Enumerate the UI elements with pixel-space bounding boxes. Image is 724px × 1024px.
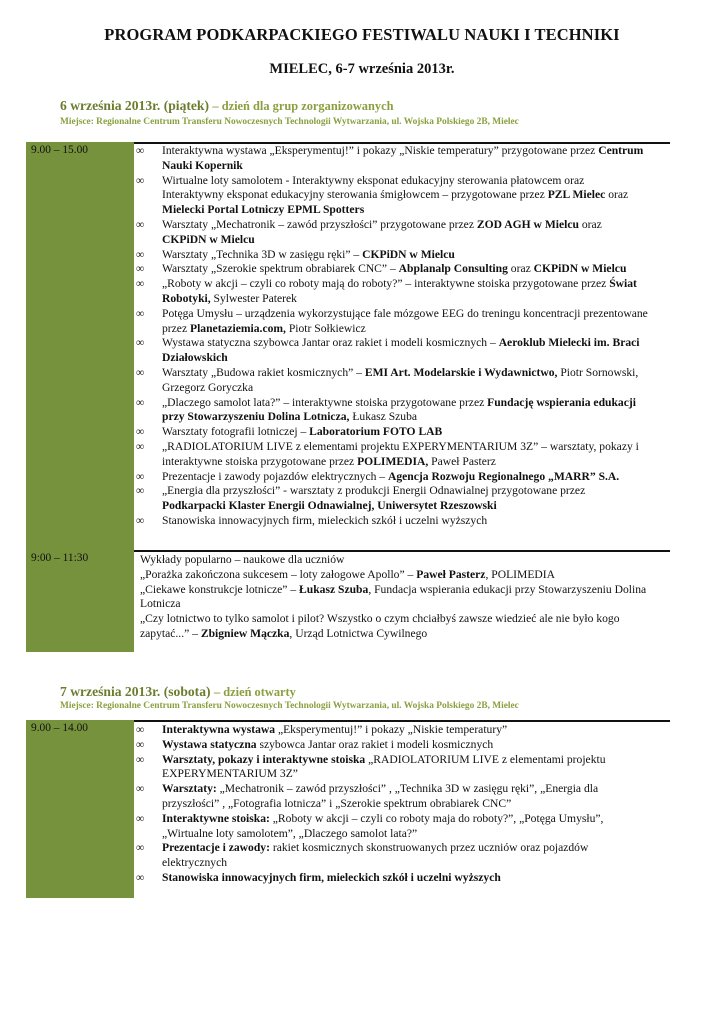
list-item: [136, 262, 648, 277]
text: „Eksperymentuj!” i pokazy „Niskie temperatury”: [275, 723, 508, 736]
page-subtitle: MIELEC, 6-7 września 2013r.: [269, 61, 455, 77]
bold-text: POLIMEDIA,: [357, 454, 429, 468]
lecture-line: [140, 568, 660, 583]
bold-text: Wystawa statyczna: [162, 737, 257, 751]
activity-list: [136, 723, 648, 886]
text: Warsztaty „Technika 3D w zasięgu ręki” –: [162, 247, 363, 261]
lecture-line: [140, 612, 660, 642]
bold-text: Podkarpacki Klaster Energii Odnawialnej, Uniwersytet Rzeszowski: [162, 499, 497, 513]
bold-text: Interaktywne stoiska:: [162, 811, 270, 825]
infinity-bullet-icon: ∞: [136, 782, 145, 796]
list-item: [136, 470, 648, 485]
bold-text: Stanowiska innowacyjnych firm, mieleckich szkół i uczelni wyższych: [162, 870, 501, 884]
list-item: [136, 277, 648, 307]
infinity-bullet-icon: ∞: [136, 513, 145, 527]
text: Warsztaty „Mechatronik – zawód przyszłości” przygotowane przez: [162, 217, 477, 231]
day2-note: – dzień otwarty: [213, 685, 296, 699]
infinity-bullet-icon: ∞: [136, 336, 145, 350]
infinity-bullet-icon: ∞: [136, 425, 145, 439]
bold-text: Zbigniew Mączka: [200, 626, 290, 640]
bold-text: Agencja Rozwoju Regionalnego „MARR” S.A.: [387, 469, 620, 483]
list-item: [136, 366, 648, 396]
bold-text: Fundację wspierania edukacji przy Stowarzyszeniu Dolina Lotnicza,: [162, 395, 636, 424]
session-time: 9.00 – 14.00: [31, 722, 88, 734]
infinity-bullet-icon: ∞: [136, 870, 145, 884]
bold-text: ZOD AGH w Mielcu: [476, 217, 579, 231]
day1-date: 6 września 2013r. (piątek): [60, 98, 210, 113]
bold-text: Prezentacje i zawody:: [162, 841, 270, 855]
text: „RADIOLATORIUM LIVE z elementami projektu EXPERYMENTARIUM 3Z” – warsztaty, pokazy i interaktywne stoiska przygotowane przez: [162, 439, 639, 468]
infinity-bullet-icon: ∞: [136, 247, 145, 261]
bold-text: Planetaziemia.com,: [190, 321, 286, 335]
day1-heading: [60, 98, 393, 114]
infinity-bullet-icon: ∞: [136, 469, 145, 483]
infinity-bullet-icon: ∞: [136, 484, 145, 498]
text: Stanowiska innowacyjnych firm, mieleckich szkół i uczelni wyższych: [162, 513, 488, 527]
text: Potęga Umysłu – urządzenia wykorzystujące fale mózgowe EEG do treningu koncentracji prezentowane przez: [162, 306, 648, 335]
list-item: [136, 218, 648, 248]
text: Warsztaty „Szerokie spektrum obrabiarek CNC” –: [162, 262, 399, 276]
bold-text: Warsztaty:: [162, 782, 217, 796]
infinity-bullet-icon: ∞: [136, 737, 145, 751]
day1-place: Miejsce: Regionalne Centrum Transferu Nowoczesnych Technologii Wytwarzania, ul. Wojska Polskiego 2B, Mielec: [60, 117, 519, 127]
infinity-bullet-icon: ∞: [136, 811, 145, 825]
time-cell: [26, 142, 134, 552]
text: Interaktywna wystawa „Eksperymentuj!” i pokazy „Niskie temperatury” przygotowane przez: [162, 144, 599, 157]
text: Łukasz Szuba: [349, 410, 418, 424]
list-item: [136, 514, 648, 529]
time-cell: [26, 720, 134, 898]
text: oraz: [578, 217, 602, 231]
bold-text: Świat Robotyki,: [162, 277, 637, 305]
session-time: 9.00 – 15.00: [31, 144, 88, 156]
time-cell: [26, 550, 134, 652]
bold-text: Centrum Nauki Kopernik: [162, 144, 644, 172]
bold-text: Paweł Pasterz: [416, 567, 486, 581]
text: szybowca Jantar oraz rakiet i modeli kosmicznych: [256, 737, 494, 751]
bold-text: CKPiDN w Mielcu: [162, 232, 255, 246]
list-item: [136, 841, 648, 871]
bold-text: Łukasz Szuba: [299, 582, 369, 596]
text: Piotr Sornowski, Grzegorz Goryczka: [162, 365, 639, 394]
infinity-bullet-icon: ∞: [136, 262, 145, 276]
text: , Urząd Lotnictwa Cywilnego: [289, 626, 428, 640]
bold-text: Warsztaty, pokazy i interaktywne stoiska: [162, 752, 366, 766]
list-item: [136, 723, 648, 738]
list-item: [136, 307, 648, 337]
list-item: [136, 484, 648, 514]
list-item: [136, 738, 648, 753]
day2-session1: [26, 720, 670, 898]
bold-text: PZL Mielec: [547, 188, 606, 202]
list-item: [136, 753, 648, 783]
day1-note: – dzień dla grup zorganizowanych: [212, 99, 394, 113]
infinity-bullet-icon: ∞: [136, 306, 145, 320]
lecture-list: [140, 553, 660, 642]
day2-date: 7 września 2013r. (sobota): [60, 684, 211, 699]
day2-place: Miejsce: Regionalne Centrum Transferu Nowoczesnych Technologii Wytwarzania, ul. Wojska Polskiego 2B, Mielec: [60, 701, 519, 711]
text: , POLIMEDIA: [485, 567, 556, 581]
infinity-bullet-icon: ∞: [136, 365, 145, 379]
text: Warsztaty „Budowa rakiet kosmicznych” –: [162, 365, 365, 379]
text: „Mechatronik – zawód przyszłości” , „Technika 3D w zasięgu ręki”, „Energia dla przyszłości” , „Fotografia lotnicza” i „Szerokie spektrum obrabiarek CNC”: [162, 782, 599, 810]
infinity-bullet-icon: ∞: [136, 752, 145, 766]
bold-text: CKPiDN w Mielcu: [362, 247, 455, 261]
day1-session1: [26, 142, 670, 552]
bold-text: Laboratorium FOTO LAB: [309, 425, 443, 439]
list-item: [136, 144, 648, 174]
list-item: [136, 782, 648, 812]
activity-list: [136, 144, 648, 529]
bold-text: Abplanalp Consulting: [398, 262, 508, 276]
bold-text: Aeroklub Mielecki im. Braci Działowskich: [162, 336, 640, 365]
text: Sylwester Paterek: [210, 291, 297, 305]
bold-text: EMI Art. Modelarskie i Wydawnictwo,: [364, 365, 558, 379]
list-item: [136, 871, 648, 886]
infinity-bullet-icon: ∞: [136, 439, 145, 453]
list-item: [136, 336, 648, 366]
list-item: [136, 812, 648, 842]
text: Piotr Sołkiewicz: [285, 321, 366, 335]
day1-session2: [26, 550, 670, 652]
list-item: [136, 174, 648, 218]
bold-text: Mielecki Portal Lotniczy EPML Spotters: [162, 203, 365, 217]
bold-text: CKPiDN w Mielcu: [533, 262, 627, 276]
text: „Ciekawe konstrukcje lotnicze” –: [140, 582, 300, 596]
list-item: [136, 248, 648, 263]
lecture-line: [140, 583, 660, 613]
infinity-bullet-icon: ∞: [136, 144, 145, 157]
text: „Roboty w akcji – czyli co roboty mają do roboty?” – interaktywne stoiska przygotowane przez: [162, 277, 610, 291]
session-time: 9:00 – 11:30: [31, 552, 89, 564]
list-item: [136, 425, 648, 440]
text: rakiet kosmicznych skonstruowanych przez uczniów oraz pojazdów elektrycznych: [162, 841, 589, 870]
infinity-bullet-icon: ∞: [136, 841, 145, 855]
infinity-bullet-icon: ∞: [136, 217, 145, 231]
text: „Dlaczego samolot lata?” – interaktywne stoiska przygotowane przez: [162, 395, 488, 409]
infinity-bullet-icon: ∞: [136, 277, 145, 291]
text: „RADIOLATORIUM LIVE z elementami projektu EXPERYMENTARIUM 3Z”: [162, 752, 606, 781]
text: „Porażka zakończona sukcesem – loty załogowe Apollo” –: [140, 567, 417, 581]
text: Paweł Pasterz: [428, 454, 496, 468]
text: , Fundacja wspierania edukacji przy Stowarzyszeniu Dolina Lotnicza: [140, 582, 647, 611]
infinity-bullet-icon: ∞: [136, 723, 145, 736]
text: Wirtualne loty samolotem - Interaktywny eksponat edukacyjny sterowania płatowcem oraz Interaktywny eksponat edukacyjny sterowania śmigłowcem – przygotowane przez: [162, 173, 585, 202]
text: „Czy lotnictwo to tylko samolot i pilot? Wszystko o czym chciałbyś zawsze wiedzieć ale nie było kogo zapytać...” –: [140, 612, 620, 640]
lecture-line: [140, 553, 660, 568]
text: oraz: [605, 188, 629, 202]
bold-text: Interaktywna wystawa: [162, 723, 276, 736]
list-item: [136, 396, 648, 426]
text: Wykłady popularno – naukowe dla uczniów: [140, 553, 345, 566]
infinity-bullet-icon: ∞: [136, 395, 145, 409]
text: „Energia dla przyszłości” - warsztaty z produkcji Energii Odnawialnej przygotowane przez: [162, 484, 586, 498]
text: Prezentacje i zawody pojazdów elektrycznych –: [162, 469, 388, 483]
page-title: PROGRAM PODKARPACKIEGO FESTIWALU NAUKI I TECHNIKI: [104, 25, 620, 44]
day2-heading: [60, 684, 296, 700]
text: oraz: [507, 262, 534, 276]
text: Wystawa statyczna szybowca Jantar oraz rakiet i modeli kosmicznych –: [162, 336, 499, 350]
text: Warsztaty fotografii lotniczej –: [162, 425, 310, 439]
list-item: [136, 440, 648, 470]
infinity-bullet-icon: ∞: [136, 173, 145, 187]
text: „Roboty w akcji – czyli co roboty maja do roboty?”, „Potęga Umysłu”, „Wirtualne loty samolotem”, „Dlaczego samolot lata?”: [162, 811, 604, 840]
